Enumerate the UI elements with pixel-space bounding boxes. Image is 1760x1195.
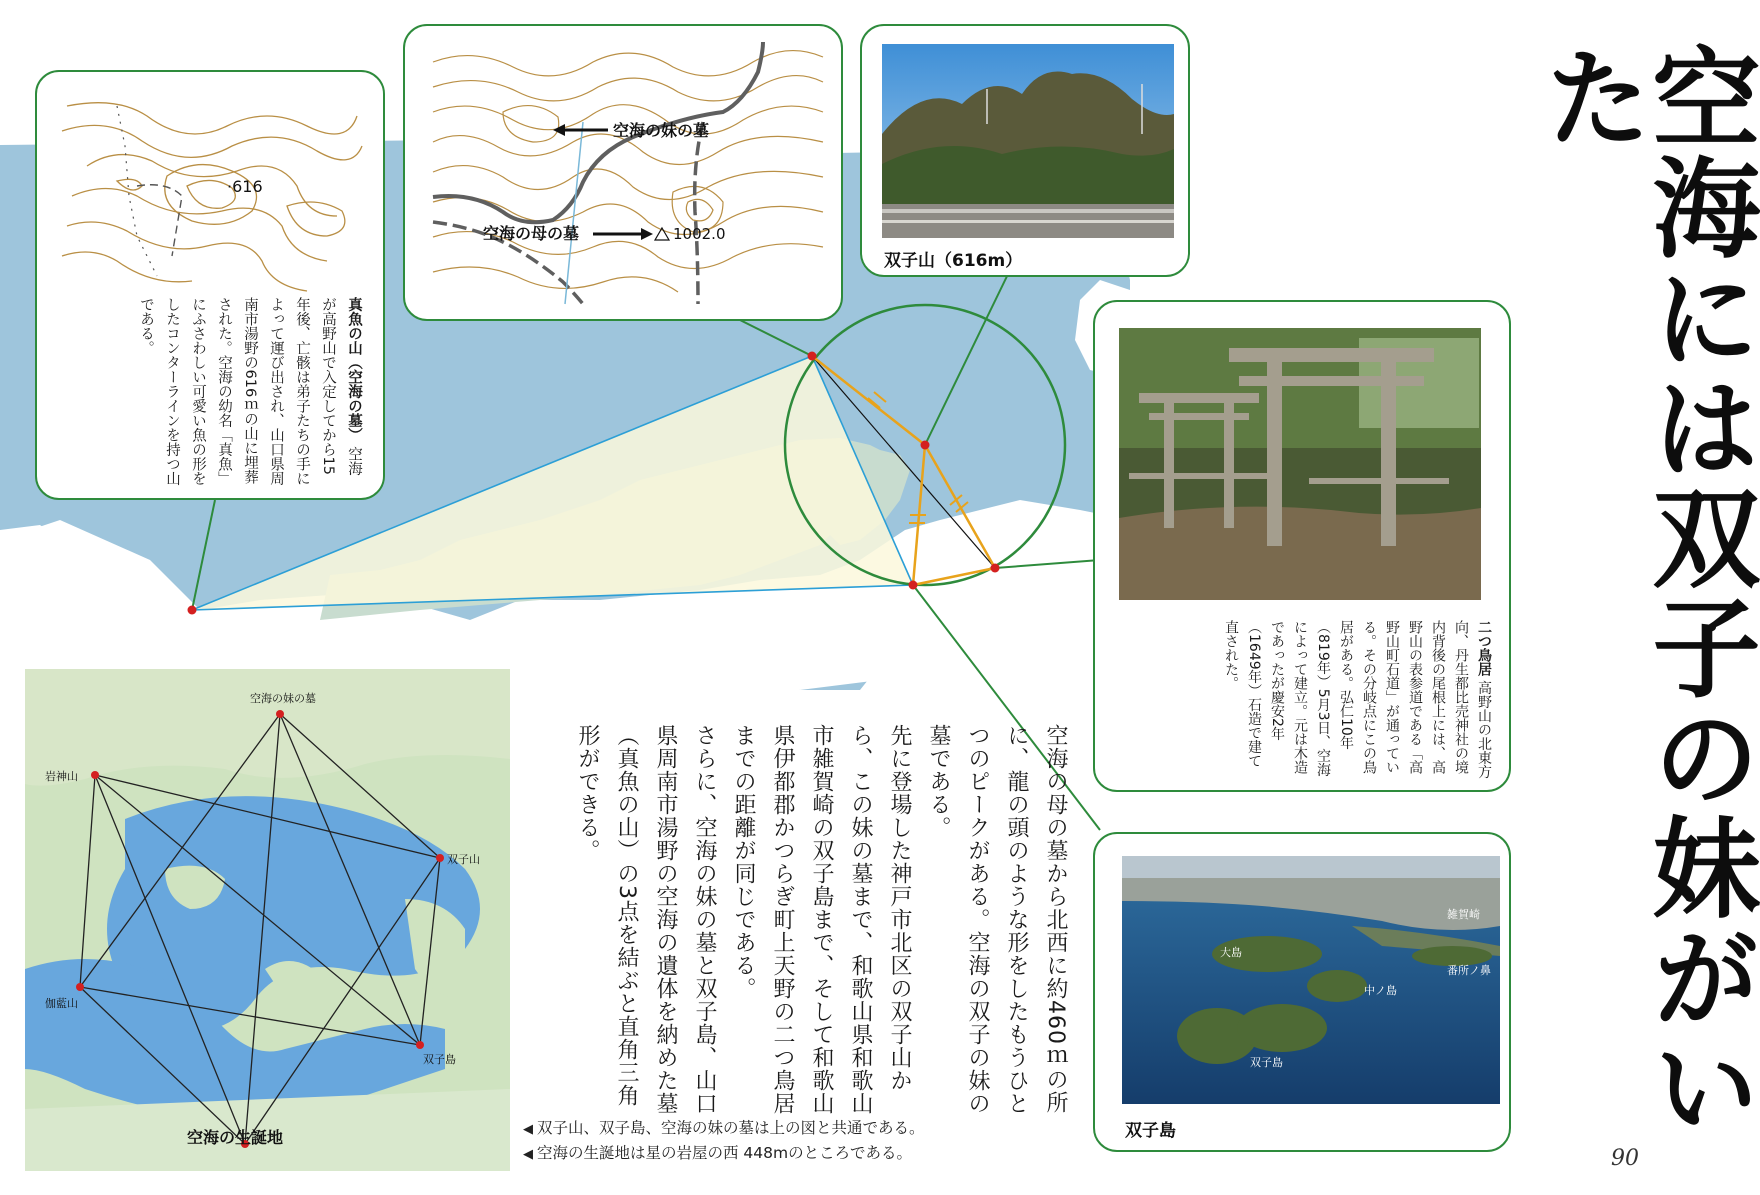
marker-mana-mountain bbox=[188, 606, 197, 615]
label-sister-tomb: 空海の妹の墓 bbox=[250, 692, 316, 705]
label-futagojima: 双子島 bbox=[423, 1053, 456, 1066]
torii-body: 高野山の北東方向、丹生都比売神社の境内背後の尾根上には、高野山の表参道である「高野山町石道」が通っている。その分岐点にこの鳥居がある。弘仁10年（819年）5月3日、空海によって建立。元は木造であったが慶安2年（1649年）石造で建て直された。 bbox=[1223, 620, 1492, 779]
main-paragraph-3: さらに、空海の妹の墓と双子島、山口県周南市湯野の空海の遺体を納めた墓（真魚の山）の3点を結ぶと直角三角形ができる。 bbox=[575, 724, 717, 1115]
label-futagoyama: 双子山 bbox=[447, 853, 480, 866]
marker-futagoyama bbox=[921, 441, 930, 450]
label-oshima: 大島 bbox=[1220, 946, 1242, 959]
futagoyama-caption: 双子山（616m） bbox=[884, 251, 1023, 271]
page-title: 空海には双子の妹がいた bbox=[1526, 42, 1760, 1142]
point-futagojima bbox=[416, 1041, 424, 1049]
elevation-label: ·616 bbox=[227, 177, 263, 196]
note-2 bbox=[523, 1141, 912, 1163]
sister-tomb-map-panel bbox=[403, 24, 843, 321]
marker-sister-tomb bbox=[808, 352, 817, 361]
mana-mountain-panel bbox=[35, 70, 385, 500]
mana-body: 空海が高野山で入定してから15年後、亡骸は弟子たちの手によって運び出され、山口県周南市湯野の616ｍの山に埋葬された。空海の幼名「真魚」にふさわしい可愛い魚の形をしたコンターラインを持つ山である。 bbox=[138, 297, 362, 486]
point-futagoyama bbox=[436, 854, 444, 862]
label-futagojima: 双子島 bbox=[1250, 1056, 1283, 1069]
futagoyama-photo bbox=[882, 44, 1174, 238]
main-paragraph-2: 先に登場した神戸市北区の双子山から、この妹の墓まで、和歌山県和歌山市雑賀崎の双子島まで、そして和歌山県伊都郡かつらぎ町上天野の二つ鳥居までの距離が同じである。 bbox=[731, 724, 912, 1115]
futagoyama-panel bbox=[860, 24, 1190, 277]
hexagram-map bbox=[25, 669, 510, 1171]
torii-text-block bbox=[1125, 620, 1495, 780]
mana-heading: 真魚の山（空海の墓） bbox=[346, 297, 362, 442]
note-1 bbox=[523, 1116, 925, 1138]
triangle-left-icon: ◀ bbox=[523, 1122, 533, 1137]
futagojima-photo-labels bbox=[1122, 856, 1500, 1104]
mana-text-block bbox=[72, 297, 367, 487]
point-garanzan bbox=[76, 983, 84, 991]
marker-torii bbox=[991, 564, 1000, 573]
summit-label: 1002.0 bbox=[673, 225, 726, 243]
label-iwagamiyama: 岩神山 bbox=[45, 770, 78, 783]
futagojima-panel bbox=[1093, 832, 1511, 1152]
label-bandokoro: 番所ノ鼻 bbox=[1447, 964, 1491, 977]
triangle-left-icon: ◀ bbox=[523, 1147, 533, 1162]
marker-futagojima bbox=[909, 581, 918, 590]
torii-heading: 二つ鳥居 bbox=[1476, 620, 1492, 676]
label-saigazaki: 雑賀崎 bbox=[1447, 908, 1480, 921]
main-text bbox=[535, 724, 1075, 1116]
main-paragraph-1: 空海の母の墓から北西に約460ｍの所に、龍の頭のような形をしたもうひとつのピークがある。空海の双子の妹の墓である。 bbox=[926, 724, 1068, 1115]
note-1-text: 双子山、双子島、空海の妹の墓は上の図と共通である。 bbox=[537, 1119, 925, 1137]
futagojima-caption: 双子島 bbox=[1125, 1121, 1176, 1141]
mother-tomb-label: 空海の母の墓 bbox=[483, 224, 580, 243]
sister-tomb-label: 空海の妹の墓 bbox=[613, 121, 710, 140]
torii-panel bbox=[1093, 300, 1511, 792]
note-2-text: 空海の生誕地は星の岩屋の西 448mのところである。 bbox=[537, 1144, 912, 1162]
point-iwagamiyama bbox=[91, 771, 99, 779]
sister-tomb-contour-map bbox=[433, 42, 823, 304]
mother-arrow bbox=[593, 228, 653, 240]
label-nakanoshima: 中ノ島 bbox=[1364, 984, 1397, 997]
mana-contour-map bbox=[57, 86, 367, 296]
page-number: 90 bbox=[1611, 1146, 1639, 1171]
torii-photo bbox=[1119, 328, 1481, 600]
point-sister-tomb bbox=[276, 710, 284, 718]
label-garanzan: 伽藍山 bbox=[45, 997, 78, 1010]
label-birthplace: 空海の生誕地 bbox=[187, 1128, 284, 1147]
